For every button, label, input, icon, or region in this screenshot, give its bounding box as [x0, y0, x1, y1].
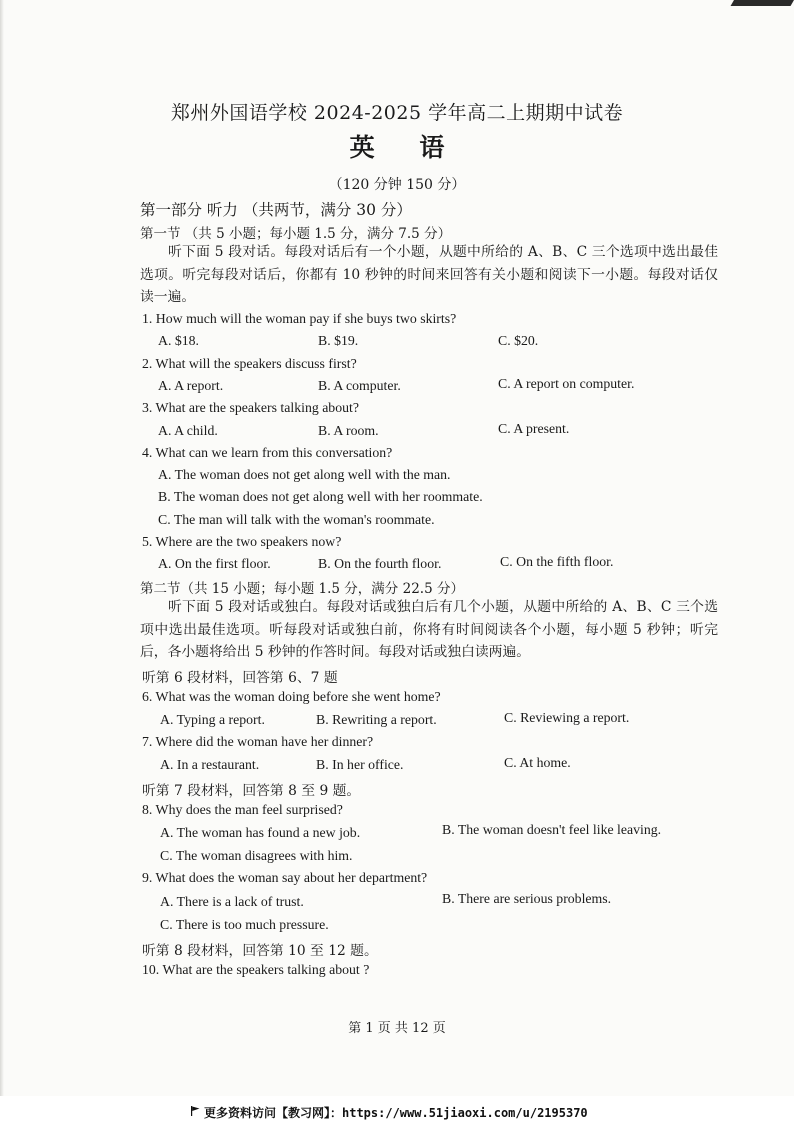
material-7-note: 听第 7 段材料，回答第 8 至 9 题。 — [142, 783, 361, 799]
question-stem: 4. What can we learn from this conversation? — [142, 445, 393, 460]
material-8-note: 听第 8 段材料，回答第 10 至 12 题。 — [142, 943, 378, 959]
option-c: C. $20. — [498, 333, 539, 348]
exam-meta: （120 分钟 150 分） — [328, 177, 466, 193]
subject-title: 英 语 — [349, 133, 463, 162]
section1-instructions: 听下面 5 段对话。每段对话后有一个小题，从题中所给的 A、B、C 三个选项中选出最佳选项。听完每段对话后，你都有 10 秒钟的时间来回答有关小题和阅读下一小题。每段对话仅读一遍。 — [140, 244, 718, 305]
option-c: C. A report on computer. — [498, 376, 635, 391]
page-number: 第 1 页 共 12 页 — [348, 1021, 446, 1036]
question-stem: 1. How much will the woman pay if she buys two skirts? — [142, 311, 457, 326]
option-c: C. Reviewing a report. — [504, 710, 630, 725]
question-stem: 7. Where did the woman have her dinner? — [142, 734, 374, 749]
section2-instructions: 听下面 5 段对话或独白。每段对话或独白后有几个小题，从题中所给的 A、B、C 三个选项中选出最佳选项。听每段对话或独白前，你将有时间阅读各个小题，每小题 5 秒钟；听完后，各小题将给出 5 秒钟的作答时间。每段对话或独白读两遍。 — [140, 599, 718, 660]
question-stem: 6. What was the woman doing before she went home? — [142, 689, 441, 704]
section2-heading: 第二节（共 15 小题；每小题 1.5 分，满分 22.5 分） — [140, 581, 464, 597]
option-b: B. On the fourth floor. — [318, 556, 442, 571]
option-a: A. A report. — [158, 378, 224, 393]
option-a: A. In a restaurant. — [160, 757, 260, 772]
option-a: A. $18. — [158, 333, 200, 348]
question-stem: 10. What are the speakers talking about ? — [142, 962, 370, 977]
option-a: A. The woman does not get along well with the man. — [158, 467, 451, 482]
option-c: C. The woman disagrees with him. — [160, 848, 353, 863]
option-b: B. In her office. — [316, 757, 404, 772]
scan-edge — [0, 0, 4, 1123]
option-c: C. There is too much pressure. — [160, 917, 329, 932]
flag-icon — [190, 1106, 200, 1116]
site-link[interactable] — [190, 1104, 588, 1121]
scan-corner — [731, 0, 794, 6]
question-stem: 2. What will the speakers discuss first? — [142, 356, 357, 371]
site-note-text: 更多资料访问【教习网】：https://www.51jiaoxi.com/u/2195370 — [204, 1106, 588, 1120]
material-6-note: 听第 6 段材料，回答第 6、7 题 — [142, 670, 338, 686]
option-b: B. A computer. — [318, 378, 401, 393]
question-stem: 8. Why does the man feel surprised? — [142, 802, 343, 817]
option-b: B. $19. — [318, 333, 359, 348]
option-b: B. The woman does not get along well with her roommate. — [158, 489, 483, 504]
option-b: B. A room. — [318, 423, 379, 438]
option-b: B. There are serious problems. — [442, 891, 612, 906]
option-c: C. A present. — [498, 421, 570, 436]
option-a: A. There is a lack of trust. — [160, 894, 304, 909]
option-c: C. At home. — [504, 755, 571, 770]
question-stem: 3. What are the speakers talking about? — [142, 400, 359, 415]
option-c: C. On the fifth floor. — [500, 554, 614, 569]
option-a: A. A child. — [158, 423, 218, 438]
question-stem: 9. What does the woman say about her department? — [142, 870, 428, 885]
option-a: A. Typing a report. — [160, 712, 265, 727]
part-title: 第一部分 听力 （共两节，满分 30 分） — [140, 201, 412, 219]
option-c: C. The man will talk with the woman's roommate. — [158, 512, 435, 527]
section1-heading: 第一节 （共 5 小题；每小题 1.5 分，满分 7.5 分） — [140, 226, 452, 242]
option-b: B. The woman doesn't feel like leaving. — [442, 822, 662, 837]
question-stem: 5. Where are the two speakers now? — [142, 534, 342, 549]
option-a: A. On the first floor. — [158, 556, 271, 571]
option-a: A. The woman has found a new job. — [160, 825, 361, 840]
option-b: B. Rewriting a report. — [316, 712, 437, 727]
exam-title: 郑州外国语学校 2024-2025 学年高二上期期中试卷 — [170, 102, 624, 124]
